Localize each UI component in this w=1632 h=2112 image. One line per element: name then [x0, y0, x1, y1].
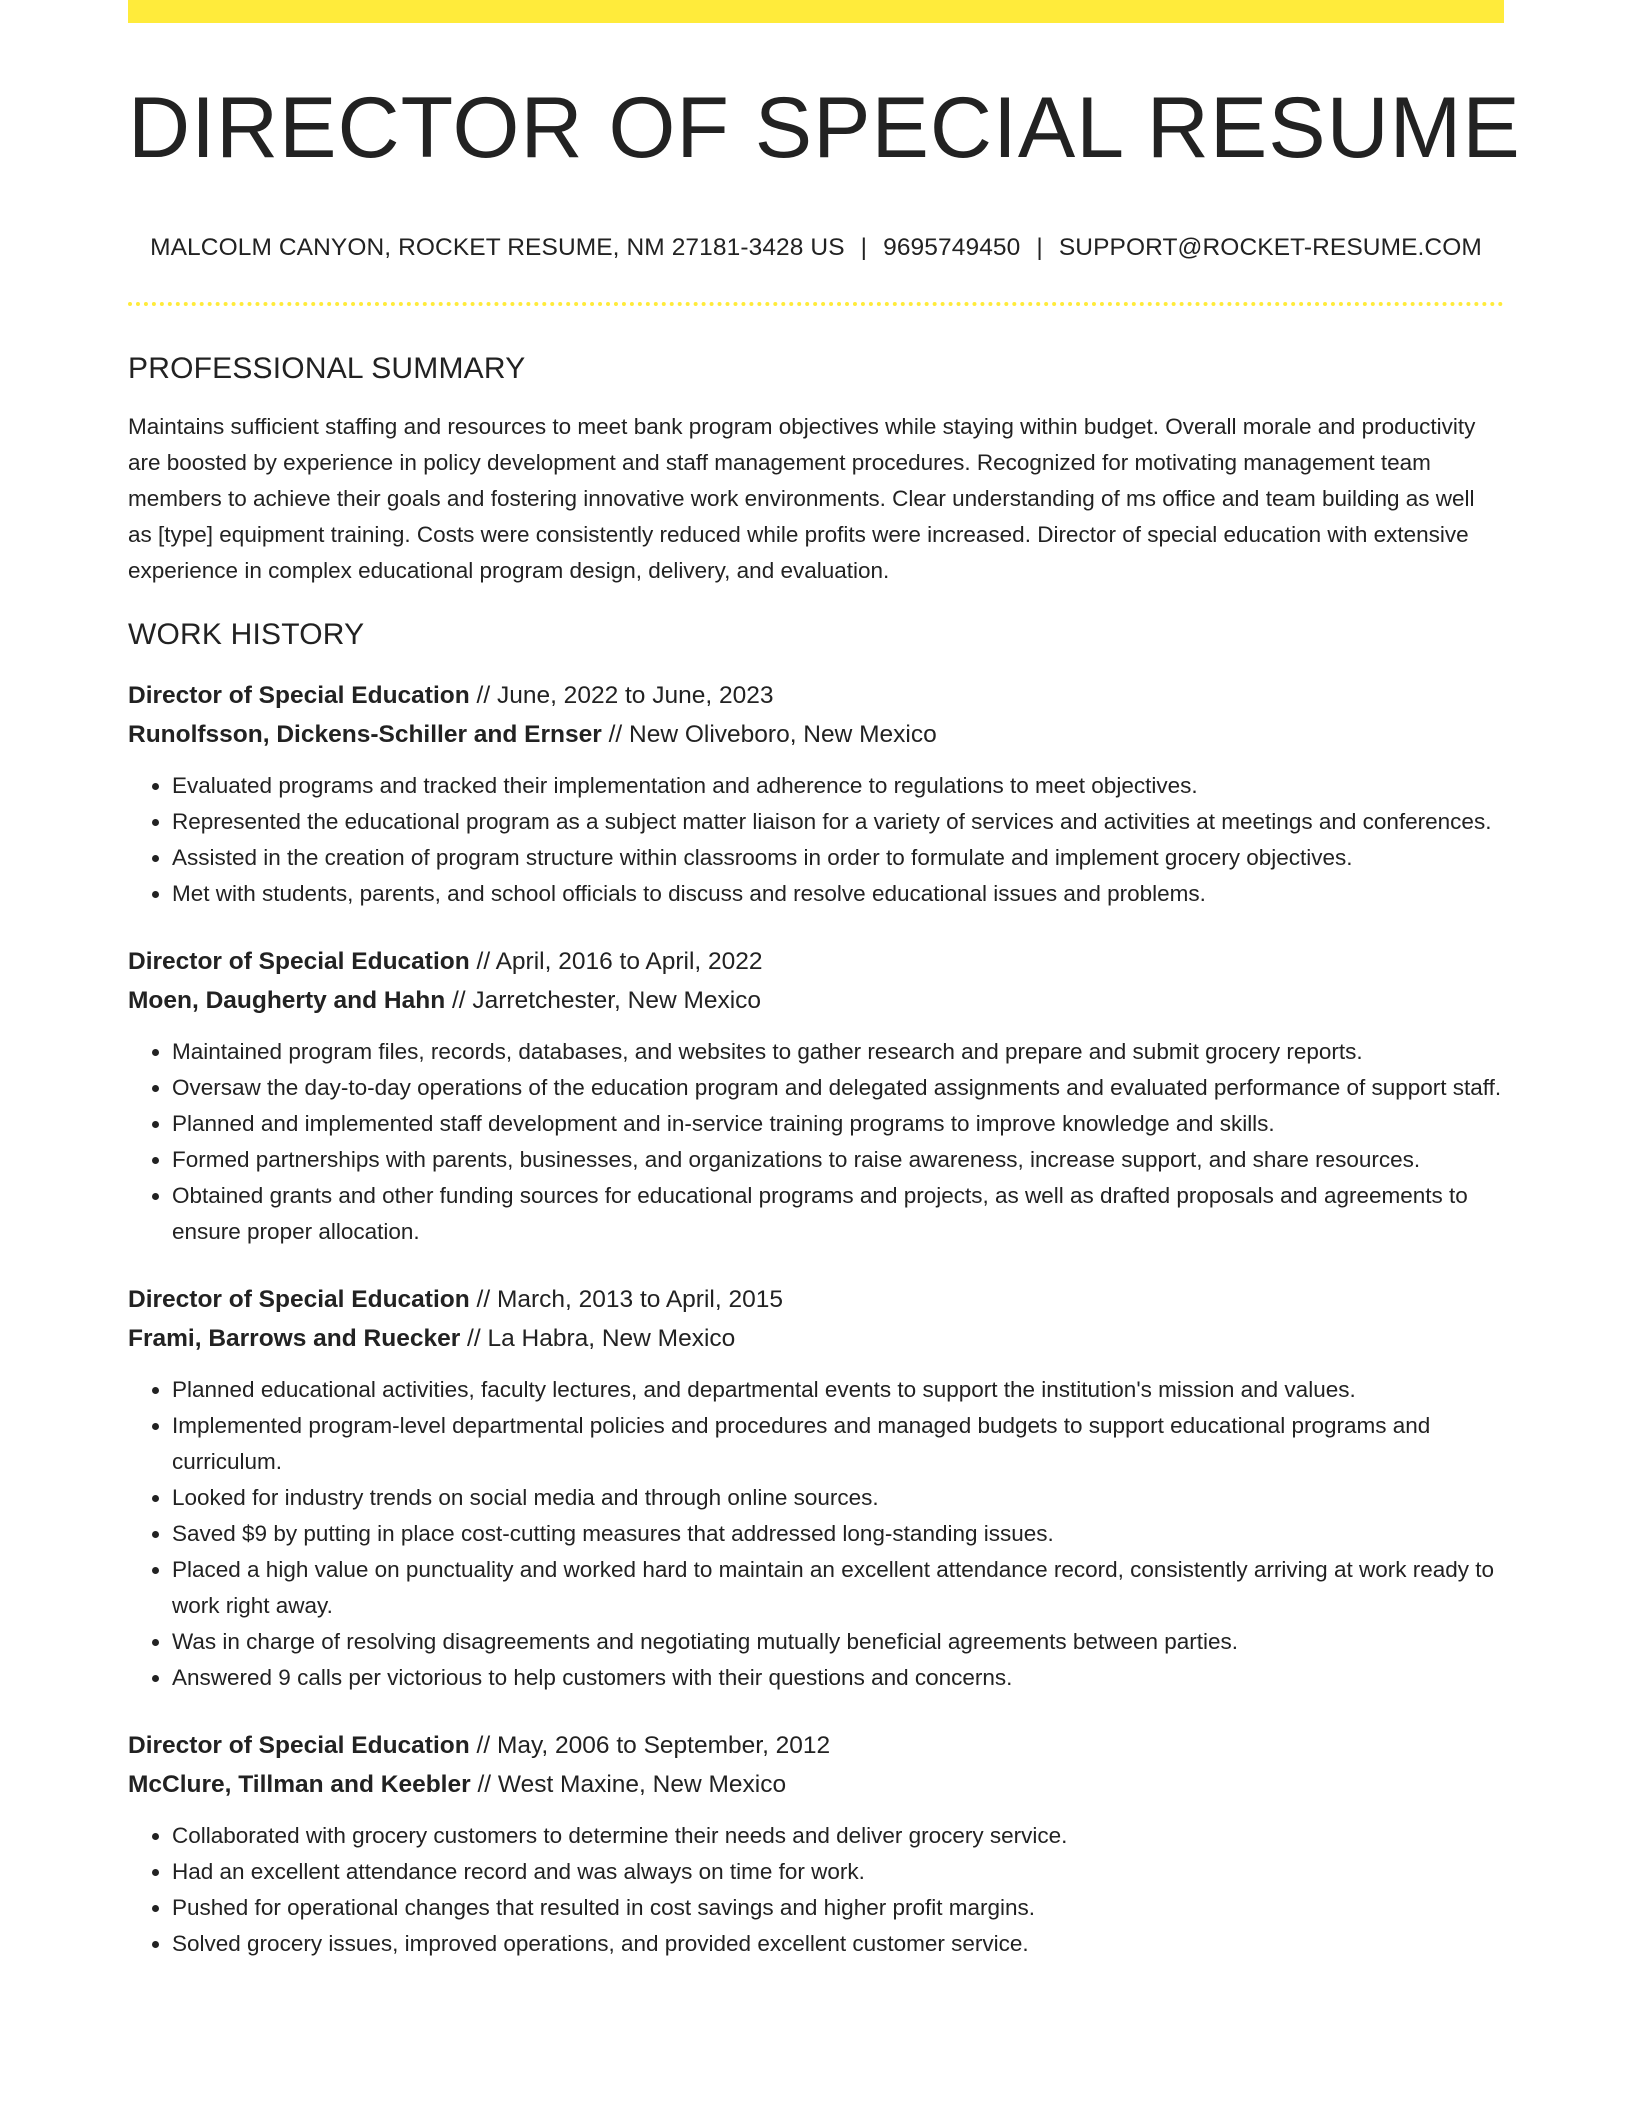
- resume-page: [128, 0, 1521, 1962]
- job-dates: // April, 2016 to April, 2022: [469, 948, 763, 975]
- duty-item: • Planned educational activities, faculty lectures, and departmental events to support the institution's mission and values.: [172, 1372, 1504, 1408]
- duty-item: • Oversaw the day-to-day operations of the education program and delegated assignments and evaluated performance of support staff.: [172, 1070, 1504, 1106]
- job-title: Director of Special Education: [128, 948, 470, 975]
- duty-item: • Looked for industry trends on social media and through online sources.: [172, 1480, 1504, 1516]
- duty-item: • Planned and implemented staff development and in-service training programs to improve knowledge and skills.: [172, 1106, 1504, 1142]
- job-location: // La Habra, New Mexico: [460, 1325, 736, 1352]
- duty-item: • Represented the educational program as a subject matter liaison for a variety of services and activities at meetings and conferences.: [172, 804, 1504, 840]
- job-duties-list: [128, 1372, 1504, 1696]
- duty-item: • Obtained grants and other funding sources for educational programs and projects, as well as drafted proposals and agreements to ensure proper allocation.: [172, 1178, 1504, 1250]
- duty-item: • Solved grocery issues, improved operations, and provided excellent customer service.: [172, 1926, 1504, 1962]
- job-dates: // March, 2013 to April, 2015: [469, 1286, 783, 1313]
- job-company: Moen, Daugherty and Hahn: [128, 987, 446, 1014]
- job-title: Director of Special Education: [128, 1286, 470, 1313]
- summary-text: Maintains sufficient staffing and resources to meet bank program objectives while staying within budget. Overall morale and productivity are boosted by experience in policy development and staff management procedures. Recognized for motivating management team members to achieve their goals and fostering innovative work environments. Clear understanding of ms office and team building as well as [type] equipment training. Costs were consistently reduced while profits were increased. Director of special education with extensive experience in complex educational program design, delivery, and evaluation.: [128, 414, 1476, 583]
- job-title-line: [128, 1726, 1504, 1765]
- job-entry: [128, 942, 1504, 1250]
- duty-item: • Maintained program files, records, databases, and websites to gather research and prepare and submit grocery reports.: [172, 1034, 1504, 1070]
- job-entry: [128, 1726, 1504, 1962]
- job-duties-list: [128, 1034, 1504, 1250]
- job-company: McClure, Tillman and Keebler: [128, 1771, 471, 1798]
- job-company: Frami, Barrows and Ruecker: [128, 1325, 461, 1352]
- contact-address: MALCOLM CANYON, ROCKET RESUME, NM 27181-3428 US: [150, 234, 845, 261]
- job-title-line: [128, 676, 1504, 715]
- job-company-line: [128, 715, 1504, 754]
- work-history-heading: WORK HISTORY: [128, 618, 365, 651]
- resume-title: DIRECTOR OF SPECIAL RESUME: [128, 80, 1521, 176]
- job-duties-list: [128, 768, 1504, 912]
- contact-phone: 9695749450: [883, 234, 1021, 261]
- duty-item: • Was in charge of resolving disagreements and negotiating mutually beneficial agreements between parties.: [172, 1624, 1504, 1660]
- duty-item: • Evaluated programs and tracked their implementation and adherence to regulations to meet objectives.: [172, 768, 1504, 804]
- job-dates: // May, 2006 to September, 2012: [469, 1732, 831, 1759]
- job-company-line: [128, 1319, 1504, 1358]
- job-entry: [128, 1280, 1504, 1696]
- job-entry: [128, 676, 1504, 912]
- duty-item: • Assisted in the creation of program structure within classrooms in order to formulate and implement grocery objectives.: [172, 840, 1504, 876]
- contact-line: [128, 234, 1504, 262]
- job-location: // New Oliveboro, New Mexico: [601, 721, 937, 748]
- duty-item: • Answered 9 calls per victorious to help customers with their questions and concerns.: [172, 1660, 1504, 1696]
- duty-item: • Pushed for operational changes that resulted in cost savings and higher profit margins.: [172, 1890, 1504, 1926]
- job-company: Runolfsson, Dickens-Schiller and Ernser: [128, 721, 602, 748]
- job-title: Director of Special Education: [128, 682, 470, 709]
- duty-item: • Placed a high value on punctuality and worked hard to maintain an excellent attendance record, consistently arriving at work ready to work right away.: [172, 1552, 1504, 1624]
- job-company-line: [128, 1765, 1504, 1804]
- job-dates: // June, 2022 to June, 2023: [469, 682, 774, 709]
- job-location: // Jarretchester, New Mexico: [445, 987, 762, 1014]
- duty-item: • Formed partnerships with parents, businesses, and organizations to raise awareness, increase support, and share resources.: [172, 1142, 1504, 1178]
- duty-item: • Had an excellent attendance record and was always on time for work.: [172, 1854, 1504, 1890]
- contact-separator: |: [860, 234, 868, 261]
- summary-heading: PROFESSIONAL SUMMARY: [128, 352, 526, 385]
- duty-item: • Implemented program-level departmental policies and procedures and managed budgets to support educational programs and curriculum.: [172, 1408, 1504, 1480]
- contact-email: SUPPORT@ROCKET-RESUME.COM: [1058, 234, 1482, 261]
- duty-item: • Collaborated with grocery customers to determine their needs and deliver grocery service.: [172, 1818, 1504, 1854]
- duty-item: • Saved $9 by putting in place cost-cutting measures that addressed long-standing issues.: [172, 1516, 1504, 1552]
- job-title-line: [128, 942, 1504, 981]
- job-title: Director of Special Education: [128, 1732, 470, 1759]
- dotted-divider: [128, 302, 1504, 306]
- work-history-list: [128, 676, 1504, 1962]
- duty-item: • Met with students, parents, and school officials to discuss and resolve educational issues and problems.: [172, 876, 1504, 912]
- contact-separator: |: [1036, 234, 1043, 261]
- job-title-line: [128, 1280, 1504, 1319]
- job-location: // West Maxine, New Mexico: [470, 1771, 787, 1798]
- job-duties-list: [128, 1818, 1504, 1962]
- job-company-line: [128, 981, 1504, 1020]
- accent-top-bar: [128, 0, 1504, 23]
